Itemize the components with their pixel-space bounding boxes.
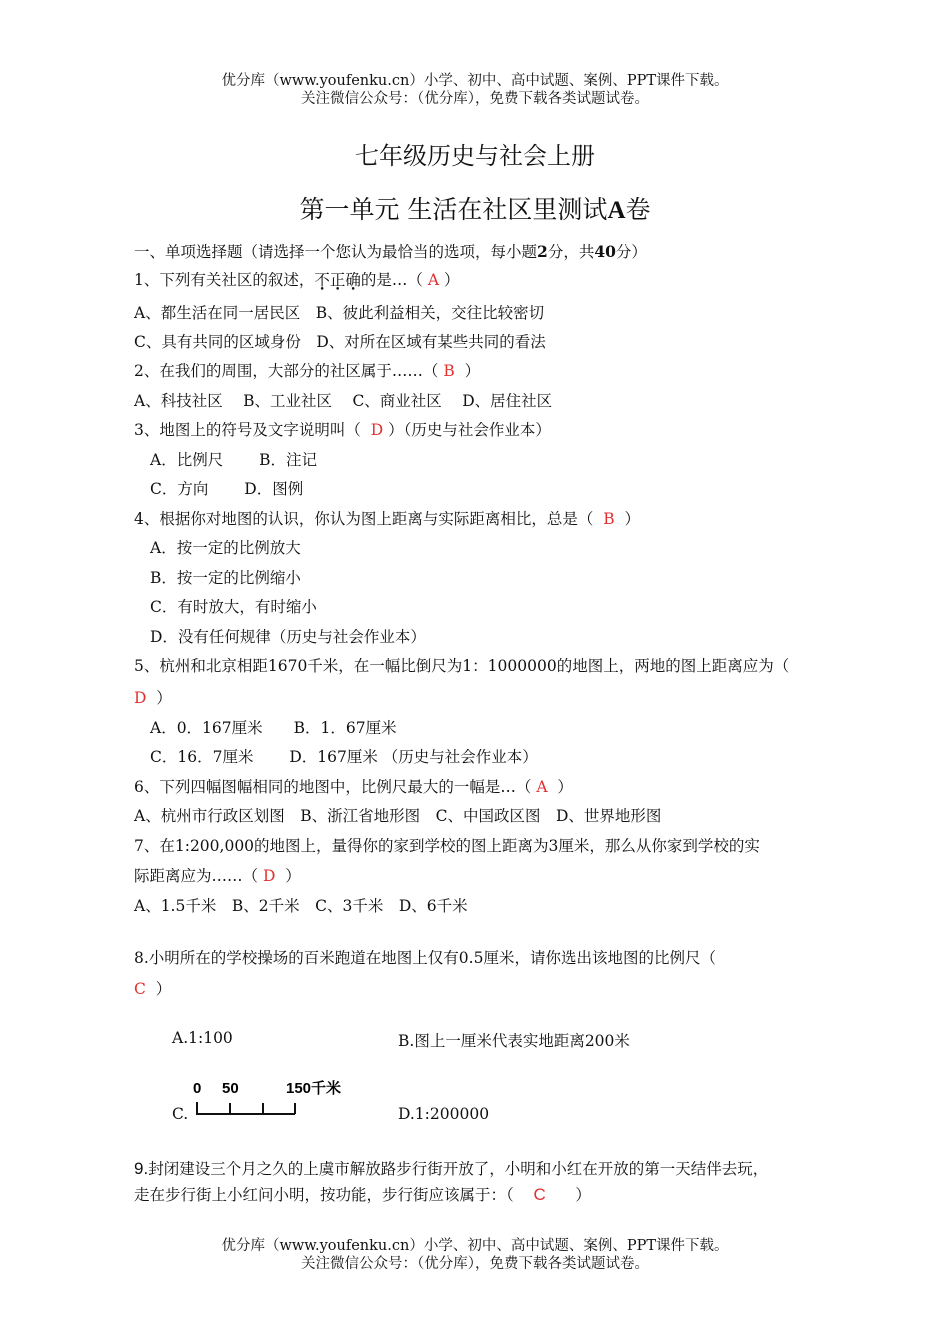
- question-8-option-b: B.图上一厘米代表实地距离200米: [398, 1032, 630, 1050]
- answer-4: B: [603, 510, 615, 528]
- question-6-options: A、杭州市行政区划图 B、浙江省地形图 C、中国政区图 D、世界地形图: [134, 807, 662, 825]
- question-4: 4、根据你对地图的认识，你认为图上距离与实际距离相比，总是（ B ）: [134, 510, 640, 528]
- page-subtitle: 第一单元 生活在社区里测试A卷: [299, 195, 651, 224]
- answer-7: D: [262, 867, 276, 885]
- answer-8: C: [134, 980, 146, 998]
- question-4-option-d: D．没有任何规律（历史与社会作业本）: [150, 628, 426, 646]
- question-8-option-d: D.1:200000: [398, 1105, 490, 1123]
- question-7-line-2: 际距离应为……（ D ）: [134, 867, 301, 885]
- question-6: 6、下列四幅图幅相同的地图中，比例尺最大的一幅是…（ A ）: [134, 778, 573, 796]
- question-9-line-2: 走在步行街上小红问小明，按功能，步行街应该属于：（ C ）: [134, 1185, 591, 1204]
- question-3: 3、地图上的符号及文字说明叫（ D ）（历史与社会作业本）: [134, 421, 551, 439]
- footer-line-2: 关注微信公众号：（优分库），免费下载各类试题试卷。: [301, 1256, 649, 1272]
- question-5: 5、杭州和北京相距1670千米，在一幅比倒尺为1：1000000的地图上，两地的图上距离应为（: [134, 657, 790, 675]
- scale-label-150: 150千米: [286, 1080, 342, 1097]
- question-7-options: A、1.5千米 B、2千米 C、3千米 D、6千米: [134, 897, 468, 915]
- question-1-options-line-2: C、具有共同的区域身份 D、对所在区域有某些共同的看法: [134, 333, 546, 351]
- scale-bar-icon: [190, 1078, 360, 1118]
- question-4-option-a: A．按一定的比例放大: [150, 539, 301, 557]
- header-line-1: 优分库（www.youfenku.cn）小学、初中、高中试题、案例、PPT课件下载。: [221, 73, 729, 89]
- answer-2: B: [443, 362, 455, 380]
- question-1: 1、下列有关社区的叙述，不正确的是…（ A ）: [134, 271, 460, 289]
- question-4-option-b: B．按一定的比例缩小: [150, 569, 301, 587]
- answer-9: C: [533, 1185, 546, 1204]
- header-line-2: 关注微信公众号：（优分库），免费下载各类试题试卷。: [301, 91, 649, 107]
- question-3-options-line-1: A．比例尺 B．注记: [150, 451, 318, 469]
- question-4-option-c: C．有时放大，有时缩小: [150, 598, 317, 616]
- scale-label-0: 0: [193, 1080, 202, 1097]
- question-5-answer-line: D ）: [134, 689, 172, 707]
- question-5-options-line-1: A．0．167厘米 B．1．67厘米: [150, 719, 397, 737]
- question-2-options: A、科技社区 B、工业社区 C、商业社区 D、居住社区: [134, 392, 553, 410]
- scale-baseline: [197, 1102, 295, 1114]
- question-5-options-line-2: C．16．7厘米 D．167厘米 （历史与社会作业本）: [150, 748, 538, 766]
- answer-1: A: [427, 271, 440, 289]
- question-8-option-a: A.1:100: [172, 1029, 233, 1047]
- scale-bar-figure: [190, 1078, 360, 1118]
- question-8-option-c: C.: [172, 1105, 189, 1123]
- question-3-options-line-2: C．方向 D．图例: [150, 480, 304, 498]
- page-title: 七年级历史与社会上册: [355, 142, 595, 170]
- scale-label-50: 50: [222, 1080, 239, 1097]
- question-8: 8.小明所在的学校操场的百米跑道在地图上仅有0.5厘米，请你选出该地图的比例尺（: [134, 949, 716, 967]
- question-2: 2、在我们的周围，大部分的社区属于……（ B ）: [134, 362, 481, 380]
- question-7-line-1: 7、在1:200,000的地图上，量得你的家到学校的图上距离为3厘米，那么从你家到学校的实: [134, 837, 760, 855]
- section-heading: 一、单项选择题（请选择一个您认为最恰当的选项，每小题2分，共40分）: [134, 242, 647, 261]
- question-9-line-1: 9.封闭建设三个月之久的上虞市解放路步行街开放了，小明和小红在开放的第一天结伴去玩，: [134, 1159, 769, 1178]
- question-1-options-line-1: A、都生活在同一居民区 B、彼此利益相关，交往比较密切: [134, 304, 545, 322]
- answer-3: D: [370, 421, 384, 439]
- answer-5: D: [134, 689, 147, 707]
- question-8-answer-line: C ）: [134, 980, 172, 998]
- footer-line-1: 优分库（www.youfenku.cn）小学、初中、高中试题、案例、PPT课件下载。: [221, 1238, 729, 1254]
- answer-6: A: [536, 778, 548, 796]
